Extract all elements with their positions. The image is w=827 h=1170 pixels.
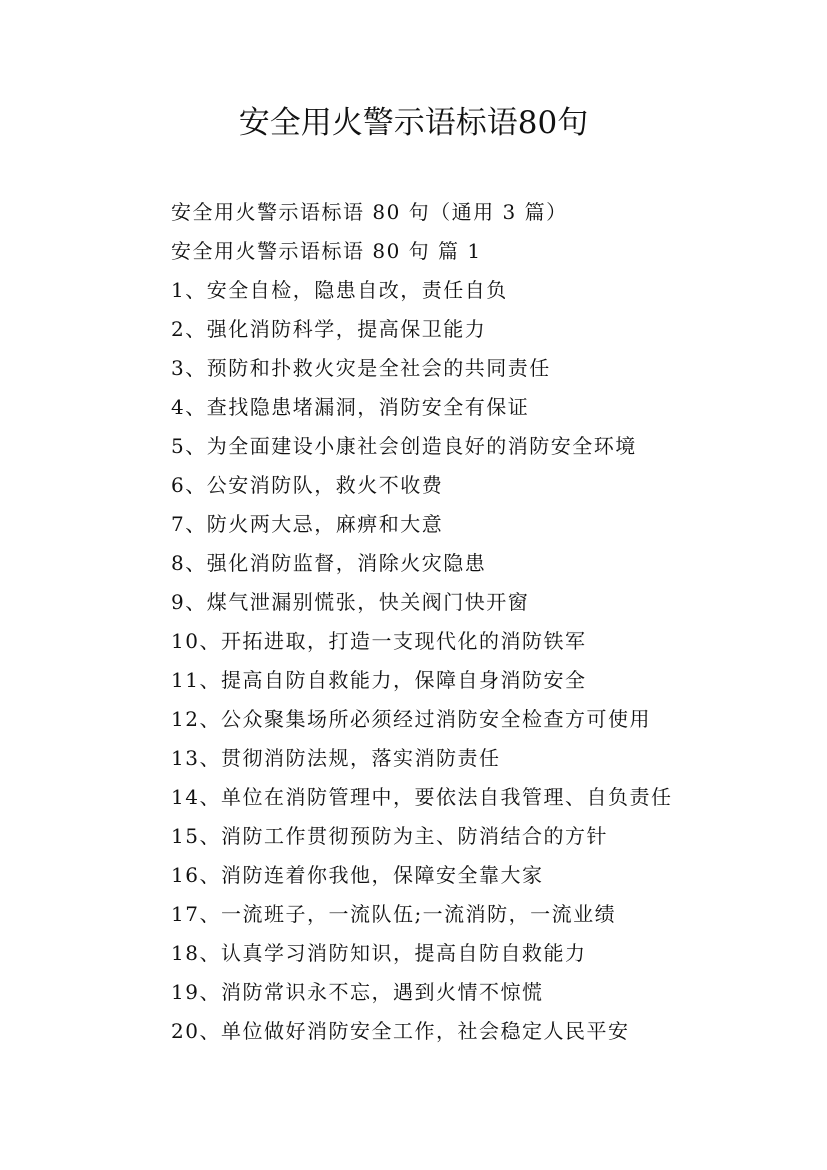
list-item: 9、煤气泄漏别慌张，快关阀门快开窗 <box>171 590 530 614</box>
list-item: 16、消防连着你我他，保障安全靠大家 <box>171 863 544 887</box>
list-item: 5、为全面建设小康社会创造良好的消防安全环境 <box>171 434 637 458</box>
list-item: 6、公安消防队，救火不收费 <box>171 473 444 497</box>
list-item: 1、安全自检，隐患自改，责任自负 <box>171 278 508 302</box>
list-item: 17、一流班子，一流队伍;一流消防，一流业绩 <box>171 902 617 926</box>
list-item: 15、消防工作贯彻预防为主、防消结合的方针 <box>171 824 608 848</box>
list-item: 13、贯彻消防法规，落实消防责任 <box>171 746 501 770</box>
list-item: 11、提高自防自救能力，保障自身消防安全 <box>171 668 587 692</box>
list-item: 7、防火两大忌，麻痹和大意 <box>171 512 444 536</box>
list-item: 2、强化消防科学，提高保卫能力 <box>171 317 487 341</box>
document-title: 安全用火警示语标语80句 <box>238 105 589 141</box>
list-item: 8、强化消防监督，消除火灾隐患 <box>171 551 487 575</box>
list-item: 18、认真学习消防知识，提高自防自救能力 <box>171 941 587 965</box>
list-item: 10、开拓进取，打造一支现代化的消防铁军 <box>171 629 587 653</box>
list-item: 19、消防常识永不忘，遇到火情不惊慌 <box>171 980 544 1004</box>
list-item: 20、单位做好消防安全工作，社会稳定人民平安 <box>171 1019 630 1043</box>
list-item: 3、预防和扑救火灾是全社会的共同责任 <box>171 356 551 380</box>
list-item: 14、单位在消防管理中，要依法自我管理、自负责任 <box>171 785 673 809</box>
document-body <box>171 193 791 1051</box>
document-subtitle: 安全用火警示语标语 80 句（通用 3 篇） <box>171 200 568 224</box>
list-item: 4、查找隐患堵漏洞，消防安全有保证 <box>171 395 530 419</box>
list-item: 12、公众聚集场所必须经过消防安全检查方可使用 <box>171 707 651 731</box>
section-heading: 安全用火警示语标语 80 句 篇 1 <box>171 239 482 263</box>
